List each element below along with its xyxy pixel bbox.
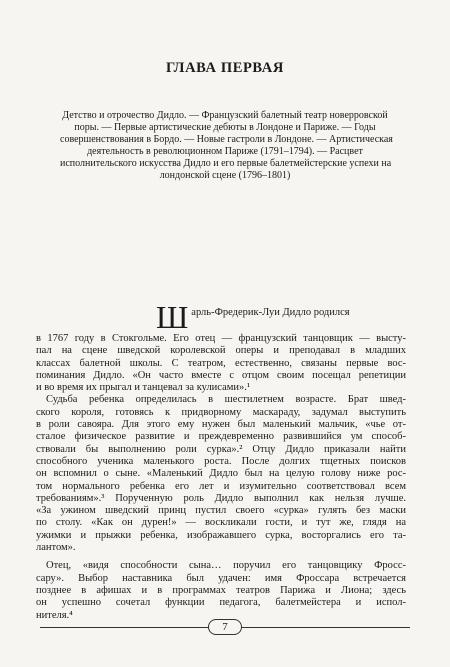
chapter-summary bbox=[60, 110, 393, 182]
text-line: ужимки и прыжки ребенка, изображавшего сурка, восторгались его та- bbox=[36, 529, 406, 541]
body-text bbox=[36, 300, 406, 622]
text-line: «За ужином шведский принц пустил своего «сурка» гулять без маски bbox=[36, 505, 406, 517]
summary-line: лондонской сцене (1796–1801) bbox=[159, 170, 291, 181]
text-line: ствовали бы выполнению роли сурка».² Отцу Дидло приказали найти bbox=[36, 443, 406, 455]
text-line: он вспомнил о сыне. «Маленький Дидло был на целую голову ниже рос- bbox=[36, 468, 406, 480]
text-line: ского короля, готовясь к придворному маскараду, задумал выступить bbox=[36, 406, 406, 418]
text-line: нителя.⁴ bbox=[36, 609, 73, 621]
text-line: в 1767 году в Стокгольме. Его отец — французский танцовщик — высту- bbox=[36, 333, 406, 344]
paragraph-2 bbox=[36, 394, 406, 554]
text-line: сару». Выбор наставника был удачен: имя Фроссара встречается bbox=[36, 572, 406, 584]
text-line: классах балетной школы. С театром, естественно, связаны первые вос- bbox=[36, 357, 406, 369]
paragraph-1 bbox=[36, 300, 406, 394]
text-line: и во время их прыгал и танцевал за кулисами».¹ bbox=[36, 382, 251, 394]
opening-line: арль-Фредерик-Луи Дидло родился bbox=[191, 307, 350, 318]
text-line: Отец, «видя способности сына… поручил его танцовщику Фросс- bbox=[46, 560, 406, 572]
summary-line: деятельность в революционном Париже (1791–1794). — Расцвет bbox=[87, 146, 363, 157]
summary-line: исполнительского искусства Дидло и его первые балетмейстерские успехи на bbox=[60, 158, 392, 169]
chapter-title: ГЛАВА ПЕРВАЯ bbox=[166, 60, 284, 76]
page-footer bbox=[40, 619, 410, 635]
text-line: по столу. «Как он дурен!» — воскликали гости, и тут же, глядя на bbox=[36, 517, 406, 529]
text-line: поминания Дидло. «Он часто вместе с отцом своим посещал репетиции bbox=[36, 369, 406, 381]
summary-line: совершенствования в Бордо. — Новые гастроли в Лондоне. — Артистическая bbox=[60, 134, 393, 145]
text-line: он успешно сочетал функции педагога, балетмейстера и испол- bbox=[36, 597, 406, 609]
text-line: в роли савояра. Для этого ему нужен был маленький мальчик, «чье от- bbox=[36, 419, 406, 431]
text-line: лантом». bbox=[36, 542, 76, 554]
paragraph-3 bbox=[36, 560, 406, 621]
text-line: Судьба ребенка определилась в шестилетнем возрасте. Брат швед- bbox=[46, 394, 406, 406]
text-line: сталое физическое развитие и преждевременно развившийся ум способ- bbox=[36, 431, 406, 443]
summary-line: Детство и отрочество Дидло. — Французский балетный театр новерровской bbox=[62, 110, 388, 121]
text-line: требованиям».³ Порученную роль Дидло выполнил как нельзя лучше. bbox=[36, 492, 406, 504]
page-number: 7 bbox=[208, 619, 242, 635]
summary-line: поры. — Первые артистические дебюты в Лондоне и Париже. — Годы bbox=[74, 122, 376, 133]
text-line: пал на сцене шведской королевской оперы и преподавал в младших bbox=[36, 345, 406, 357]
drop-cap: Ш bbox=[156, 299, 189, 335]
text-line: способного ученика маленького роста. После долгих тщетных поисков bbox=[36, 455, 406, 467]
text-line: позднее в афишах и в программах театров Парижа и Лиона; здесь bbox=[36, 584, 406, 596]
text-line: том нормального ребенка его лет и изумительно соответствовал всем bbox=[36, 480, 406, 492]
